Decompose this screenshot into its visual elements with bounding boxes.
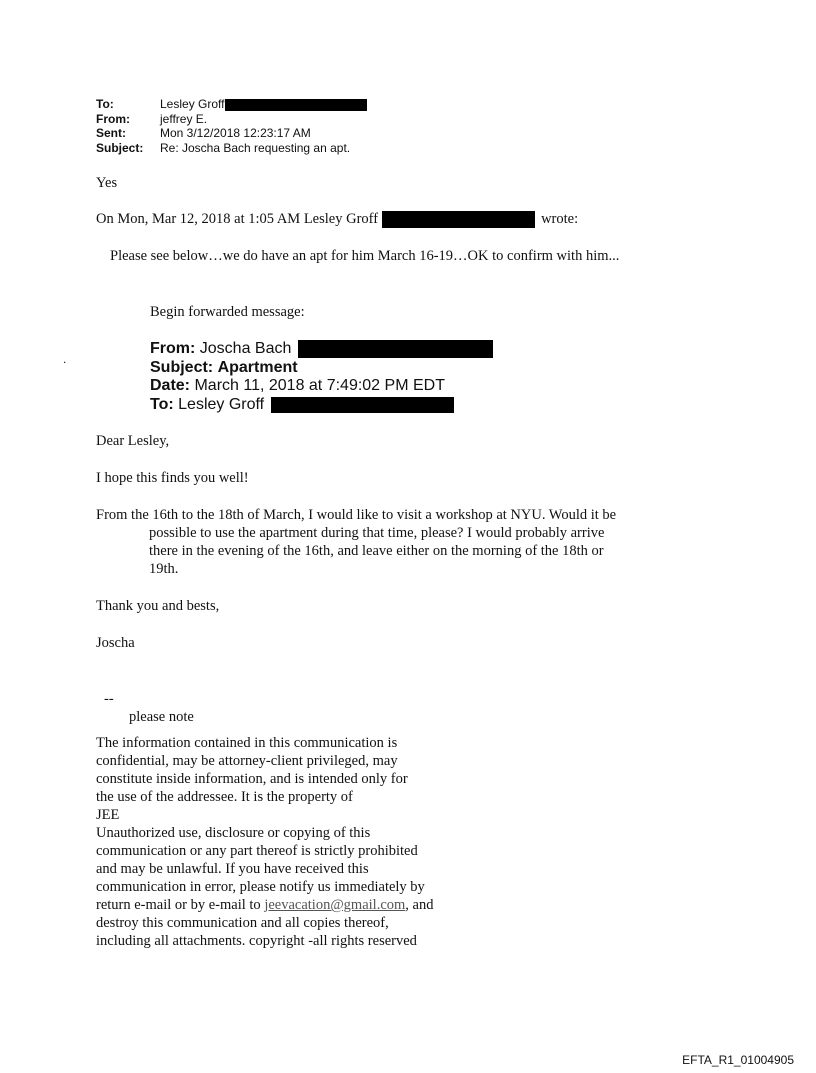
fwd-from-label: From: (150, 340, 196, 358)
disclaimer-line: constitute inside information, and is intended only for (96, 771, 408, 787)
disclaimer-line: including all attachments. copyright -all rights reserved (96, 933, 417, 949)
to-value (160, 97, 367, 112)
fwd-to-value: Lesley Groff (178, 395, 265, 413)
redaction-bar (298, 340, 493, 358)
disclaimer-line: and may be unlawful. If you have received this (96, 861, 369, 877)
email-link[interactable]: jeevacation@gmail.com (264, 897, 406, 913)
subject-label: Subject: (96, 140, 144, 155)
disclaimer-line: communication or any part thereof is strictly prohibited (96, 843, 418, 859)
reply-text: Yes (96, 175, 118, 191)
disclaimer-line: Unauthorized use, disclosure or copying of this (96, 825, 371, 841)
redaction-bar (271, 397, 454, 413)
disclaimer-return-line (96, 896, 433, 914)
signature-dashes: -- (104, 691, 114, 707)
please-note: please note (129, 709, 194, 725)
stray-dot: . (63, 352, 67, 366)
request-paragraph (96, 506, 696, 578)
greeting: Dear Lesley, (96, 433, 170, 449)
return-prefix: return e-mail or by e-mail to (96, 897, 265, 913)
request-line: there in the evening of the 16th, and leave either on the morning of the 18th or (149, 543, 604, 559)
fwd-subject-row (150, 359, 493, 378)
fwd-subject-value: Apartment (217, 358, 298, 376)
from-value: jeffrey E. (160, 111, 208, 126)
fwd-from-value: Joscha Bach (199, 340, 292, 358)
sent-value: Mon 3/12/2018 12:23:17 AM (160, 126, 311, 140)
from-label: From: (96, 111, 130, 126)
disclaimer-line: JEE (96, 807, 120, 823)
document-id: EFTA_R1_01004905 (682, 1053, 794, 1067)
email-header (96, 97, 367, 155)
quote-intro-end: wrote: (541, 211, 579, 227)
fwd-to-row (150, 396, 493, 415)
request-line: possible to use the apartment during that time, please? I would probably arrive (149, 525, 605, 541)
header-from-row (96, 112, 367, 127)
disclaimer-line: The information contained in this communication is (96, 735, 398, 751)
fwd-date-label: Date: (150, 377, 191, 395)
subject-value: Re: Joscha Bach requesting an apt. (160, 140, 351, 155)
disclaimer-line: the use of the addressee. It is the property of (96, 789, 353, 805)
sent-label: Sent: (96, 126, 126, 140)
quote-intro-start: On Mon, Mar 12, 2018 at 1:05 AM Lesley Groff (96, 211, 379, 227)
fwd-date-value: March 11, 2018 at 7:49:02 PM EDT (194, 377, 445, 395)
return-suffix: , and (405, 897, 434, 913)
disclaimer-line: confidential, may be attorney-client privileged, may (96, 753, 398, 769)
quote-intro (96, 210, 578, 228)
header-subject-row (96, 141, 367, 156)
header-sent-row (96, 126, 367, 141)
to-name: Lesley Groff (160, 97, 225, 111)
thanks-line: Thank you and bests, (96, 598, 220, 614)
header-to-row (96, 97, 367, 112)
to-label: To: (96, 97, 114, 111)
begin-forwarded-label: Begin forwarded message: (150, 304, 305, 320)
hope-line: I hope this finds you well! (96, 470, 249, 486)
request-line: 19th. (149, 561, 179, 577)
confidentiality-disclaimer (96, 734, 433, 950)
fwd-to-label: To: (150, 395, 174, 413)
signature: Joscha (96, 635, 135, 651)
fwd-subject-label: Subject: (150, 358, 214, 376)
disclaimer-line: destroy this communication and all copies thereof, (96, 915, 389, 931)
redaction-bar (382, 211, 535, 228)
groff-message: Please see below…we do have an apt for him March 16-19…OK to confirm with him... (110, 248, 620, 264)
forwarded-header (150, 340, 493, 414)
fwd-date-row (150, 377, 493, 396)
request-line: From the 16th to the 18th of March, I would like to visit a workshop at NYU. Would it be (96, 507, 617, 523)
disclaimer-line: communication in error, please notify us immediately by (96, 879, 425, 895)
fwd-from-row (150, 340, 493, 359)
redaction-bar (225, 99, 367, 111)
